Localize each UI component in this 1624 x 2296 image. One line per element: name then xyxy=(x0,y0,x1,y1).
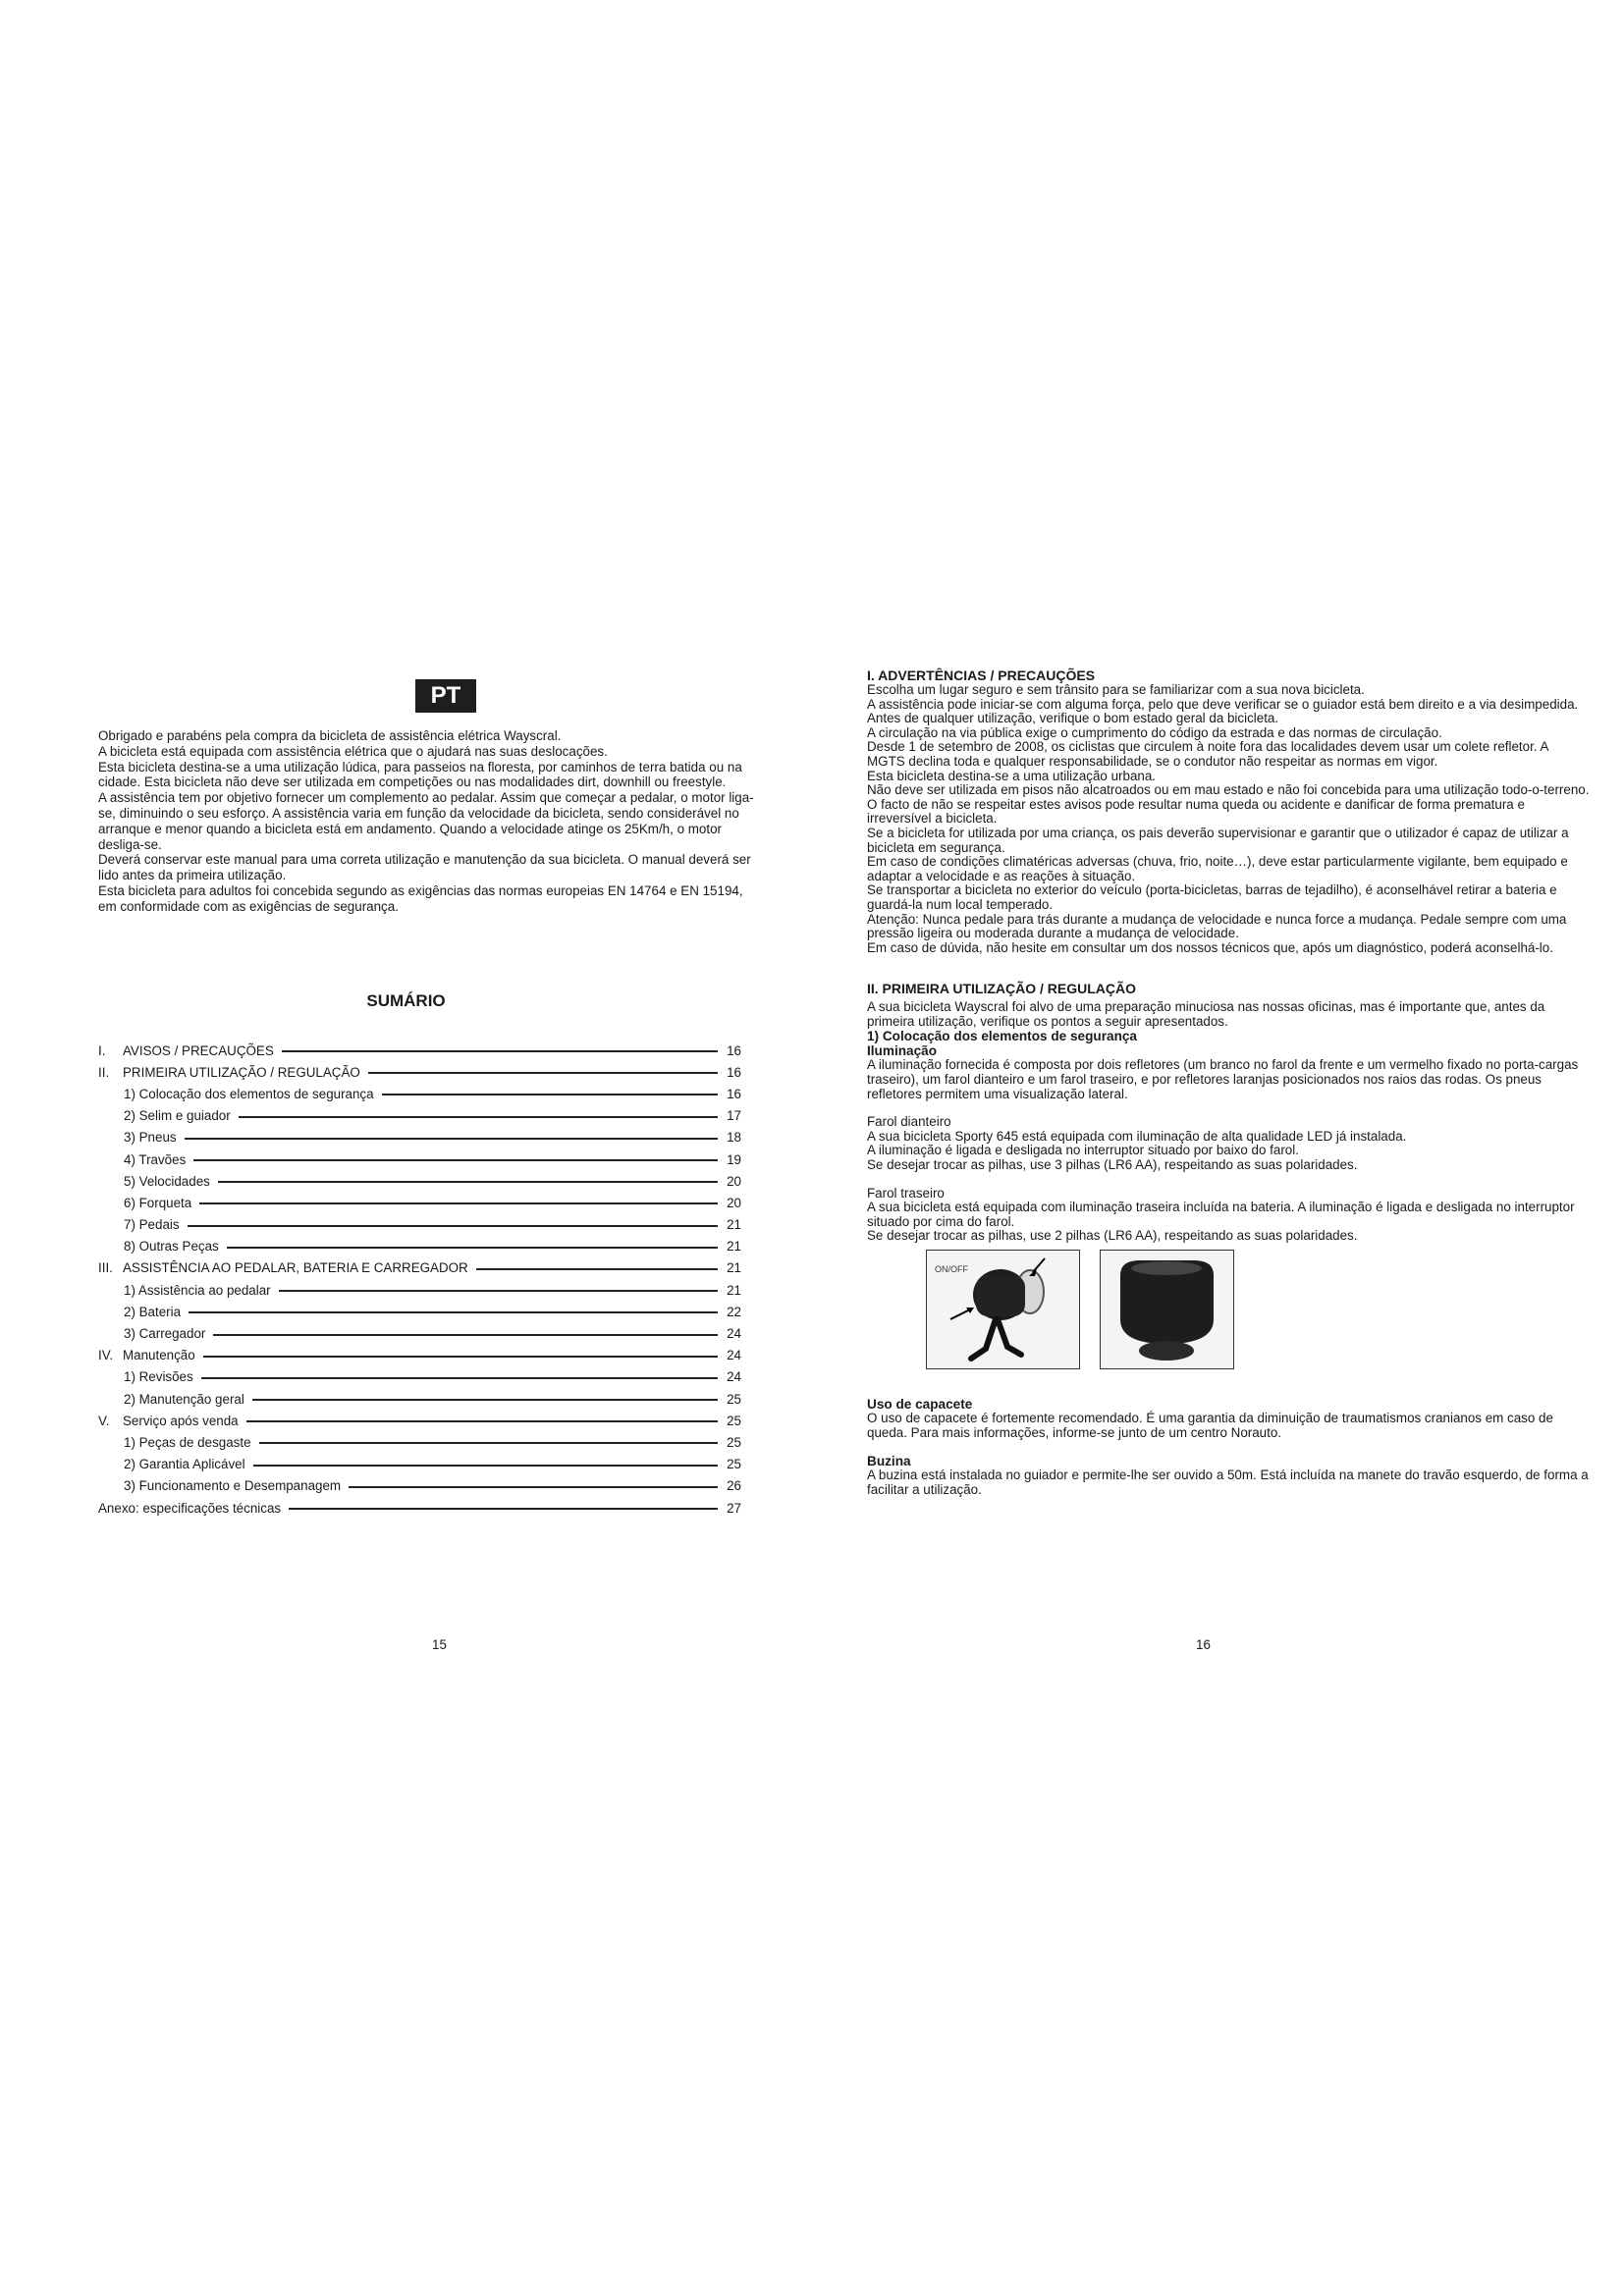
table-of-contents xyxy=(98,1040,741,1519)
page-number-right: 16 xyxy=(1196,1637,1211,1652)
toc-page: 20 xyxy=(727,1173,741,1189)
toc-number: V. xyxy=(98,1413,110,1428)
toc-row xyxy=(98,1322,741,1344)
toc-row xyxy=(98,1214,741,1236)
warning-paragraph: Em caso de dúvida, não hesite em consultar um dos nossos técnicos que, após um diagnóstico, poderá aconselhá-lo. xyxy=(867,939,1553,955)
toc-page: 17 xyxy=(727,1108,741,1124)
toc-leader-line xyxy=(282,1050,718,1052)
toc-page: 25 xyxy=(727,1434,741,1450)
front-light-illustration xyxy=(927,1251,1079,1368)
rear-light-title: Farol traseiro xyxy=(867,1185,945,1201)
toc-label: 7) Pedais xyxy=(124,1217,180,1233)
front-light-title: Farol dianteiro xyxy=(867,1114,951,1130)
toc-leader-line xyxy=(253,1465,718,1467)
toc-page: 21 xyxy=(727,1239,741,1255)
toc-leader-line xyxy=(368,1072,718,1074)
intro-text xyxy=(98,728,764,915)
toc-row xyxy=(98,1475,741,1497)
page-number-left: 15 xyxy=(432,1637,447,1652)
subsection-title-safety: 1) Colocação dos elementos de segurança xyxy=(867,1029,1137,1044)
helmet-title: Uso de capacete xyxy=(867,1397,973,1412)
toc-number: IV. xyxy=(98,1348,114,1363)
toc-row xyxy=(98,1105,741,1127)
intro-paragraph: Esta bicicleta destina-se a uma utilização lúdica, para passeios na floresta, por caminhos de terra batida ou na cidade. Esta bicicleta não deve ser utilizada em competições ou nas modalidades dirt, downhill ou freestyle. xyxy=(98,759,742,790)
toc-number: II. xyxy=(98,1064,110,1080)
toc-leader-line xyxy=(188,1225,718,1227)
rear-light-text: Se desejar trocar as pilhas, use 2 pilhas (LR6 AA), respeitando as suas polaridades. xyxy=(867,1228,1358,1244)
toc-leader-line xyxy=(349,1486,718,1488)
toc-label: ASSISTÊNCIA AO PEDALAR, BATERIA E CARREGADOR xyxy=(123,1260,468,1276)
warning-paragraph: Escolha um lugar seguro e sem trânsito para se familiarizar com a sua nova bicicleta. xyxy=(867,682,1365,697)
toc-label: 2) Manutenção geral xyxy=(124,1391,244,1407)
horn-title: Buzina xyxy=(867,1454,911,1469)
right-content xyxy=(867,667,1590,1497)
toc-leader-line xyxy=(476,1268,718,1270)
toc-leader-line xyxy=(279,1290,718,1292)
toc-label: 2) Garantia Aplicável xyxy=(124,1457,245,1472)
toc-leader-line xyxy=(203,1356,718,1358)
toc-label: 1) Assistência ao pedalar xyxy=(124,1282,271,1298)
intro-paragraph: A assistência tem por objetivo fornecer um complemento ao pedalar. Assim que começar a pedalar, o motor liga-se, diminuindo o seu esforço. A assistência varia em função da velocidade da bicicleta, sendo considerável no arranque e menor quando a bicicleta está em andamento. Quando a velocidade atinge os 25Km/h, o motor desliga-se. xyxy=(98,790,754,852)
toc-label: 1) Peças de desgaste xyxy=(124,1434,251,1450)
toc-row xyxy=(98,1345,741,1366)
toc-label: 2) Bateria xyxy=(124,1304,182,1319)
toc-label: Manutenção xyxy=(123,1348,195,1363)
toc-row xyxy=(98,1366,741,1388)
warning-paragraph: Se transportar a bicicleta no exterior do veículo (porta-bicicletas, barras de tejadilho), é aconselhável retirar a bateria e guardá-la num local temperado. xyxy=(867,882,1557,912)
toc-leader-line xyxy=(218,1181,718,1183)
front-light-photo xyxy=(926,1250,1080,1369)
toc-row xyxy=(98,1192,741,1213)
toc-leader-line xyxy=(246,1420,718,1422)
on-off-label: ON/OFF xyxy=(935,1264,968,1274)
toc-label: 4) Travões xyxy=(124,1151,187,1167)
toc-label: 1) Revisões xyxy=(124,1369,193,1385)
toc-leader-line xyxy=(193,1159,718,1161)
toc-label: AVISOS / PRECAUÇÕES xyxy=(123,1042,274,1058)
toc-page: 21 xyxy=(727,1260,741,1276)
toc-page: 24 xyxy=(727,1369,741,1385)
toc-row xyxy=(98,1083,741,1104)
toc-page: 16 xyxy=(727,1086,741,1101)
toc-leader-line xyxy=(213,1334,718,1336)
toc-page: 27 xyxy=(727,1500,741,1516)
intro-paragraph: A bicicleta está equipada com assistência elétrica que o ajudará nas suas deslocações. xyxy=(98,743,608,759)
toc-leader-line xyxy=(259,1442,718,1444)
warning-paragraph: Em caso de condições climatéricas adversas (chuva, frio, noite…), deve estar particularmente vigilante, bem equipado e adaptar a velocidade e as reações à situação. xyxy=(867,854,1568,883)
toc-page: 24 xyxy=(727,1326,741,1342)
toc-page: 16 xyxy=(727,1064,741,1080)
warning-paragraph: A assistência pode iniciar-se com alguma força, pelo que deve verificar se o guiador está bem direito e a via desimpedida. xyxy=(867,696,1579,712)
light-photos xyxy=(867,1250,1590,1397)
toc-row xyxy=(98,1301,741,1322)
toc-page: 25 xyxy=(727,1391,741,1407)
front-light-text: A sua bicicleta Sporty 645 está equipada com iluminação de alta qualidade LED já instalada. xyxy=(867,1128,1407,1144)
toc-row xyxy=(98,1431,741,1453)
toc-title: SUMÁRIO xyxy=(366,991,446,1010)
toc-row xyxy=(98,1388,741,1410)
toc-leader-line xyxy=(201,1377,718,1379)
section-title-first-use: II. PRIMEIRA UTILIZAÇÃO / REGULAÇÃO xyxy=(867,981,1137,997)
intro-paragraph: Esta bicicleta para adultos foi concebida segundo as exigências das normas europeias EN 14764 e EN 15194, em conformidade com as exigências de segurança. xyxy=(98,882,743,914)
toc-page: 18 xyxy=(727,1130,741,1146)
toc-label: Anexo: especificações técnicas xyxy=(98,1500,282,1516)
toc-label: 3) Funcionamento e Desempanagem xyxy=(124,1478,342,1494)
lighting-title: Iluminação xyxy=(867,1043,938,1059)
rear-light-text: A sua bicicleta está equipada com iluminação traseira incluída na bateria. A iluminação é ligada e desligada no interruptor situado por cima do farol. xyxy=(867,1200,1575,1229)
toc-label: 2) Selim e guiador xyxy=(124,1108,231,1124)
toc-leader-line xyxy=(185,1138,718,1140)
toc-row xyxy=(98,1410,741,1431)
toc-page: 25 xyxy=(727,1457,741,1472)
toc-label: 3) Carregador xyxy=(124,1326,206,1342)
toc-row xyxy=(98,1279,741,1301)
toc-leader-line xyxy=(382,1094,718,1095)
first-use-intro: A sua bicicleta Wayscral foi alvo de uma preparação minuciosa nas nossas oficinas, mas é importante que, antes da primeira utilização, verifique os pontos a seguir apresentados. xyxy=(867,999,1545,1029)
toc-row xyxy=(98,1148,741,1170)
toc-label: 6) Forqueta xyxy=(124,1195,192,1210)
toc-number: III. xyxy=(98,1260,113,1276)
section-title-warnings: I. ADVERTÊNCIAS / PRECAUÇÕES xyxy=(867,667,1096,683)
toc-row xyxy=(98,1257,741,1279)
toc-leader-line xyxy=(252,1399,718,1401)
front-light-text: Se desejar trocar as pilhas, use 3 pilhas (LR6 AA), respeitando as suas polaridades. xyxy=(867,1157,1358,1173)
toc-page: 26 xyxy=(727,1478,741,1494)
warning-paragraph: Esta bicicleta destina-se a uma utilização urbana. xyxy=(867,768,1157,783)
warning-paragraph: A circulação na via pública exige o cumprimento do código da estrada e das normas de circulação. xyxy=(867,724,1442,740)
horn-text: A buzina está instalada no guiador e permite-lhe ser ouvido a 50m. Está incluída na manete do travão esquerdo, de forma a facilitar a utilização. xyxy=(867,1468,1589,1497)
toc-row xyxy=(98,1497,741,1519)
toc-leader-line xyxy=(189,1311,718,1313)
toc-page: 16 xyxy=(727,1042,741,1058)
front-light-text: A iluminação é ligada e desligada no interruptor situado por baixo do farol. xyxy=(867,1143,1299,1158)
toc-label: 3) Pneus xyxy=(124,1130,177,1146)
toc-label: PRIMEIRA UTILIZAÇÃO / REGULAÇÃO xyxy=(123,1064,360,1080)
toc-leader-line xyxy=(239,1116,718,1118)
warning-paragraph: Antes de qualquer utilização, verifique o bom estado geral da bicicleta. xyxy=(867,711,1279,726)
lighting-text: A iluminação fornecida é composta por dois refletores (um branco no farol da frente e um vermelho fixado no porta-cargas traseiro), um farol dianteiro e um farol traseiro, e por refletores laranjas posicionados nos raios das rodas. Os pneus refletores permitem uma visualização lateral. xyxy=(867,1057,1579,1101)
intro-paragraph: Deverá conservar este manual para uma correta utilização e manutenção da sua bicicleta. O manual deverá ser lido antes da primeira utilização. xyxy=(98,852,751,883)
warning-paragraph: Se a bicicleta for utilizada por uma criança, os pais deverão supervisionar e garantir que o utilizador é capaz de utilizar a bicicleta em segurança. xyxy=(867,825,1569,855)
toc-row xyxy=(98,1170,741,1192)
right-page xyxy=(812,0,1624,2296)
toc-number: I. xyxy=(98,1042,106,1058)
toc-page: 21 xyxy=(727,1217,741,1233)
toc-page: 24 xyxy=(727,1348,741,1363)
warning-paragraph: Desde 1 de setembro de 2008, os ciclistas que circulem à noite fora das localidades devem usar um colete refletor. A MGTS declina toda e qualquer responsabilidade, se o condutor não respeitar as normas em vigor. xyxy=(867,739,1548,769)
toc-row xyxy=(98,1061,741,1083)
toc-leader-line xyxy=(227,1247,718,1249)
toc-label: 1) Colocação dos elementos de segurança xyxy=(124,1086,374,1101)
warning-paragraph: Atenção: Nunca pedale para trás durante a mudança de velocidade e nunca force a mudança. Pedale sempre com uma pressão ligeira ou moderada durante a mudança de velocidade. xyxy=(867,911,1567,941)
rear-light-photo xyxy=(1100,1250,1234,1369)
intro-paragraph: Obrigado e parabéns pela compra da bicicleta de assistência elétrica Wayscral. xyxy=(98,728,562,743)
toc-label: Serviço após venda xyxy=(123,1413,239,1428)
toc-page: 22 xyxy=(727,1304,741,1319)
toc-label: 5) Velocidades xyxy=(124,1173,210,1189)
toc-page: 21 xyxy=(727,1282,741,1298)
toc-label: 8) Outras Peças xyxy=(124,1239,219,1255)
toc-page: 20 xyxy=(727,1195,741,1210)
toc-page: 25 xyxy=(727,1413,741,1428)
toc-leader-line xyxy=(199,1202,718,1204)
toc-leader-line xyxy=(289,1508,718,1510)
toc-page: 19 xyxy=(727,1151,741,1167)
toc-row xyxy=(98,1127,741,1148)
rear-light-illustration xyxy=(1101,1251,1233,1368)
toc-row xyxy=(98,1236,741,1257)
warning-paragraph: Não deve ser utilizada em pisos não alcatroados ou em mau estado e não foi concebida para uma utilização todo-o-terreno. O facto de não se respeitar estes avisos pode resultar numa queda ou acidente e danificar de forma prematura e irreversível a bicicleta. xyxy=(867,782,1590,827)
toc-row xyxy=(98,1454,741,1475)
toc-row xyxy=(98,1040,741,1061)
helmet-text: O uso de capacete é fortemente recomendado. É uma garantia da diminuição de traumatismos cranianos em caso de queda. Para mais informações, informe-se junto de um centro Norauto. xyxy=(867,1411,1553,1440)
language-badge: PT xyxy=(415,679,476,713)
